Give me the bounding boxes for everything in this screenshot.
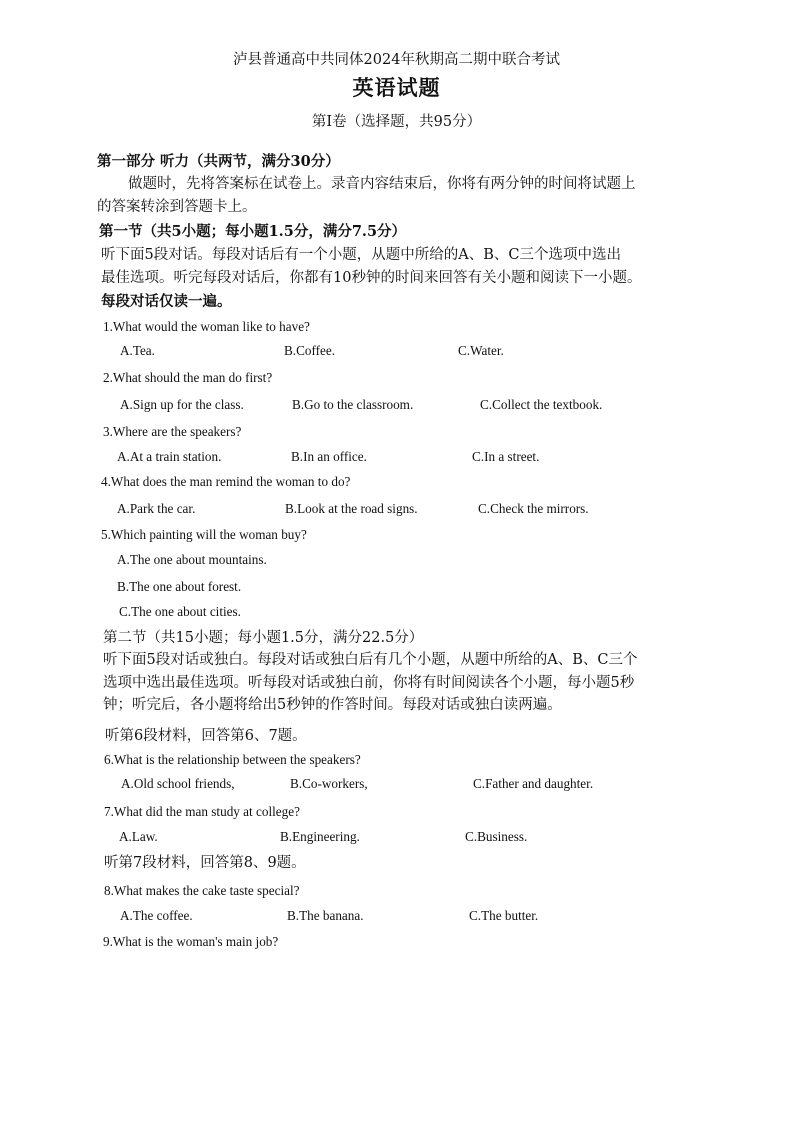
part1-intro-line2: 的答案转涂到答题卡上。 bbox=[97, 199, 257, 215]
part1-intro-line1: 做题时，先将答案标在试卷上。录音内容结束后，你将有两分钟的时间将试题上 bbox=[128, 176, 636, 192]
school-title: 泸县普通高中共同体2024年秋期高二期中联合考试 bbox=[233, 52, 560, 68]
section2-line2: 选项中选出最佳选项。听每段对话或独白前，你将有时间阅读各个小题，每小题5秒 bbox=[103, 675, 635, 691]
question-9: 9.What is the woman's main job? bbox=[103, 934, 279, 949]
q3-option-a: A.At a train station. bbox=[117, 449, 222, 464]
q6-option-c: C.Father and daughter. bbox=[473, 776, 594, 791]
material-6-instruction: 听第6段材料，回答第6、7题。 bbox=[105, 728, 307, 744]
q1-option-c: C.Water. bbox=[458, 343, 504, 358]
question-1: 1.What would the woman like to have? bbox=[103, 319, 310, 334]
q1-option-a: A.Tea. bbox=[120, 343, 155, 358]
q3-option-b: B.In an office. bbox=[291, 449, 367, 464]
q4-option-c: C.Check the mirrors. bbox=[478, 501, 589, 516]
q5-option-c: C.The one about cities. bbox=[119, 604, 241, 619]
section2-line1: 听下面5段对话或独白。每段对话或独白后有几个小题，从题中所给的A、B、C三个 bbox=[103, 652, 638, 668]
question-2: 2.What should the man do first? bbox=[103, 370, 273, 385]
question-3: 3.Where are the speakers? bbox=[103, 424, 242, 439]
q6-option-b: B.Co-workers, bbox=[290, 776, 368, 791]
q8-option-c: C.The butter. bbox=[469, 908, 539, 923]
part1-heading: 第一部分 听力（共两节，满分30分） bbox=[97, 153, 340, 170]
volume-label: 第I卷（选择题，共95分） bbox=[311, 114, 482, 130]
question-4: 4.What does the man remind the woman to do? bbox=[101, 474, 351, 489]
q2-option-a: A.Sign up for the class. bbox=[120, 397, 244, 412]
section2-line3: 钟；听完后，各小题将给出5秒钟的作答时间。每段对话或独白读两遍。 bbox=[103, 697, 562, 713]
material-7-instruction: 听第7段材料，回答第8、9题。 bbox=[104, 855, 306, 871]
q5-option-a: A.The one about mountains. bbox=[117, 552, 267, 567]
section1-line3: 每段对话仅读一遍。 bbox=[101, 293, 232, 310]
q7-option-b: B.Engineering. bbox=[280, 829, 360, 844]
q4-option-a: A.Park the car. bbox=[117, 501, 196, 516]
q3-option-c: C.In a street. bbox=[472, 449, 540, 464]
page-title: 英语试题 bbox=[352, 75, 441, 100]
q2-option-b: B.Go to the classroom. bbox=[292, 397, 414, 412]
q7-option-a: A.Law. bbox=[119, 829, 158, 844]
q5-option-b: B.The one about forest. bbox=[117, 579, 242, 594]
q8-option-b: B.The banana. bbox=[287, 908, 364, 923]
q8-option-a: A.The coffee. bbox=[120, 908, 193, 923]
question-8: 8.What makes the cake taste special? bbox=[104, 883, 300, 898]
section1-line1: 听下面5段对话。每段对话后有一个小题，从题中所给的A、B、C三个选项中选出 bbox=[101, 247, 621, 263]
section2-heading: 第二节（共15小题；每小题1.5分，满分22.5分） bbox=[103, 630, 424, 646]
q6-option-a: A.Old school friends, bbox=[121, 776, 235, 791]
question-6: 6.What is the relationship between the speakers? bbox=[104, 752, 361, 767]
q2-option-c: C.Collect the textbook. bbox=[480, 397, 603, 412]
q1-option-b: B.Coffee. bbox=[284, 343, 336, 358]
q7-option-c: C.Business. bbox=[465, 829, 528, 844]
question-7: 7.What did the man study at college? bbox=[104, 804, 300, 819]
section1-line2: 最佳选项。听完每段对话后，你都有10秒钟的时间来回答有关小题和阅读下一小题。 bbox=[101, 270, 642, 286]
question-5: 5.Which painting will the woman buy? bbox=[101, 527, 307, 542]
section1-heading: 第一节（共5小题；每小题1.5分，满分7.5分） bbox=[99, 223, 407, 240]
q4-option-b: B.Look at the road signs. bbox=[285, 501, 418, 516]
